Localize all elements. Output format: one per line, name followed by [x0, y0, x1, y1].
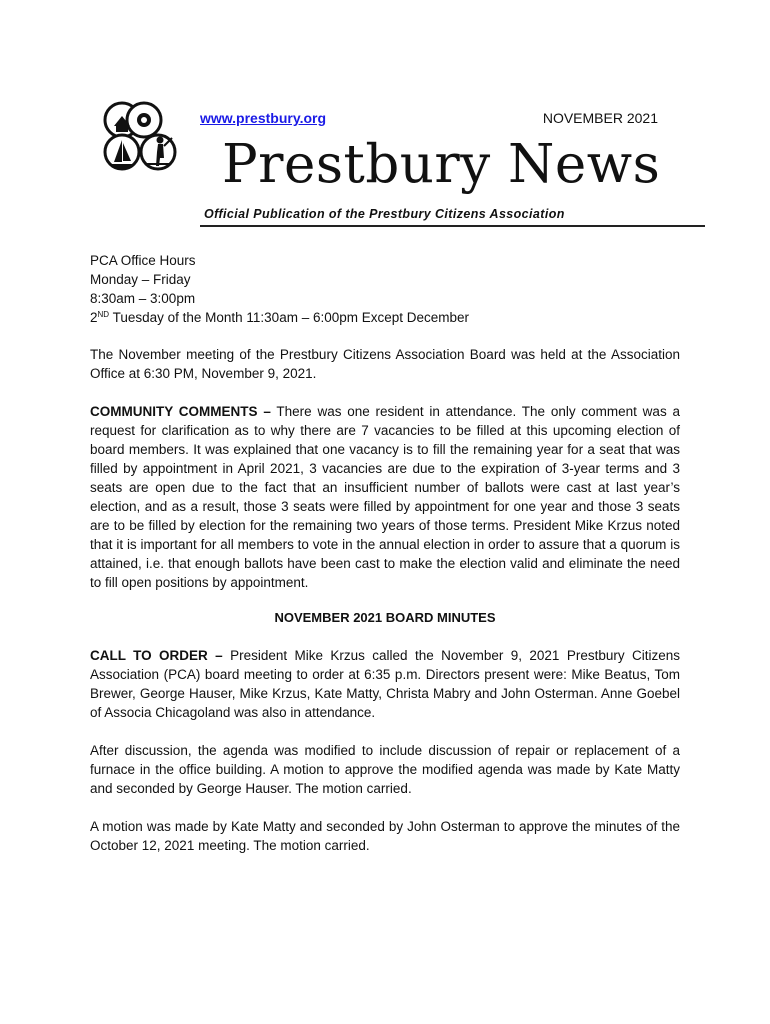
extra-hours-text: Tuesday of the Month 11:30am – 6:00pm Except December — [109, 310, 470, 325]
issue-date: NOVEMBER 2021 — [542, 110, 658, 126]
extra-ordinal: 2 — [90, 310, 98, 325]
office-hours-extra — [90, 308, 680, 327]
office-hours-times: 8:30am – 3:00pm — [90, 291, 196, 306]
community-comments-paragraph — [90, 402, 680, 592]
community-comments-text: There was one resident in attendance. The only comment was a request for clarification as to why there are 7 vacancies to be filled at this upcoming election of board members. It was explained that one vacancy is to fill the remaining year for a seat that was filled by appointment in April 2021, 3 vacancies are due to the expiration of 3-year terms and 3 seats are open due to the fact that an insufficient number of ballots were cast at last year’s election, and as a result, those 3 seats were filled by appointment for one year and those 3 seats are to be filled by election for the remaining two years of those terms. President Mike Krzus noted that it is important for all members to vote in the annual election in order to assure that a quorum is attained, i.e. that enough ballots have been cast to make the election valid and eliminate the need to fill open positions by appointment. — [90, 404, 680, 590]
office-hours-days: Monday – Friday — [90, 272, 191, 287]
office-hours — [90, 251, 680, 327]
extra-ordinal-suffix: ND — [97, 310, 110, 319]
board-minutes-heading: NOVEMBER 2021 BOARD MINUTES — [274, 610, 496, 625]
call-to-order-text: President Mike Krzus called the November 9, 2021 Prestbury Citizens Association (PCA) board meeting to order at 6:35 p.m. Directors present were: Mike Beatus, Tom Brewer, George Hauser, Mike Krzus, Kate Matty, Christa Mabry and John Osterman. Anne Goebel of Associa Chicagoland was also in attendance. — [90, 648, 680, 720]
publication-tagline: Official Publication of the Prestbury Citizens Association — [204, 207, 565, 221]
header-divider — [200, 225, 705, 227]
office-hours-title: PCA Office Hours — [90, 253, 196, 268]
meeting-paragraph: The November meeting of the Prestbury Citizens Association Board was held at the Association Office at 6:30 PM, November 9, 2021. — [90, 347, 680, 381]
minutes-approval-paragraph: A motion was made by Kate Matty and seconded by John Osterman to approve the minutes of the October 12, 2021 meeting. The motion carried. — [90, 819, 680, 853]
masthead-title: Prestbury News — [222, 134, 661, 195]
agenda-paragraph: After discussion, the agenda was modified to include discussion of repair or replacement of a furnace in the office building. A motion to approve the modified agenda was made by Kate Matty and seconded by George Hauser. The motion carried. — [90, 743, 680, 796]
call-to-order-heading: CALL TO ORDER – — [90, 648, 223, 663]
website-link[interactable]: www.prestbury.org — [200, 110, 327, 126]
community-comments-heading: COMMUNITY COMMENTS – — [90, 404, 271, 419]
prestbury-logo-icon — [100, 100, 184, 176]
call-to-order-paragraph — [90, 646, 680, 722]
